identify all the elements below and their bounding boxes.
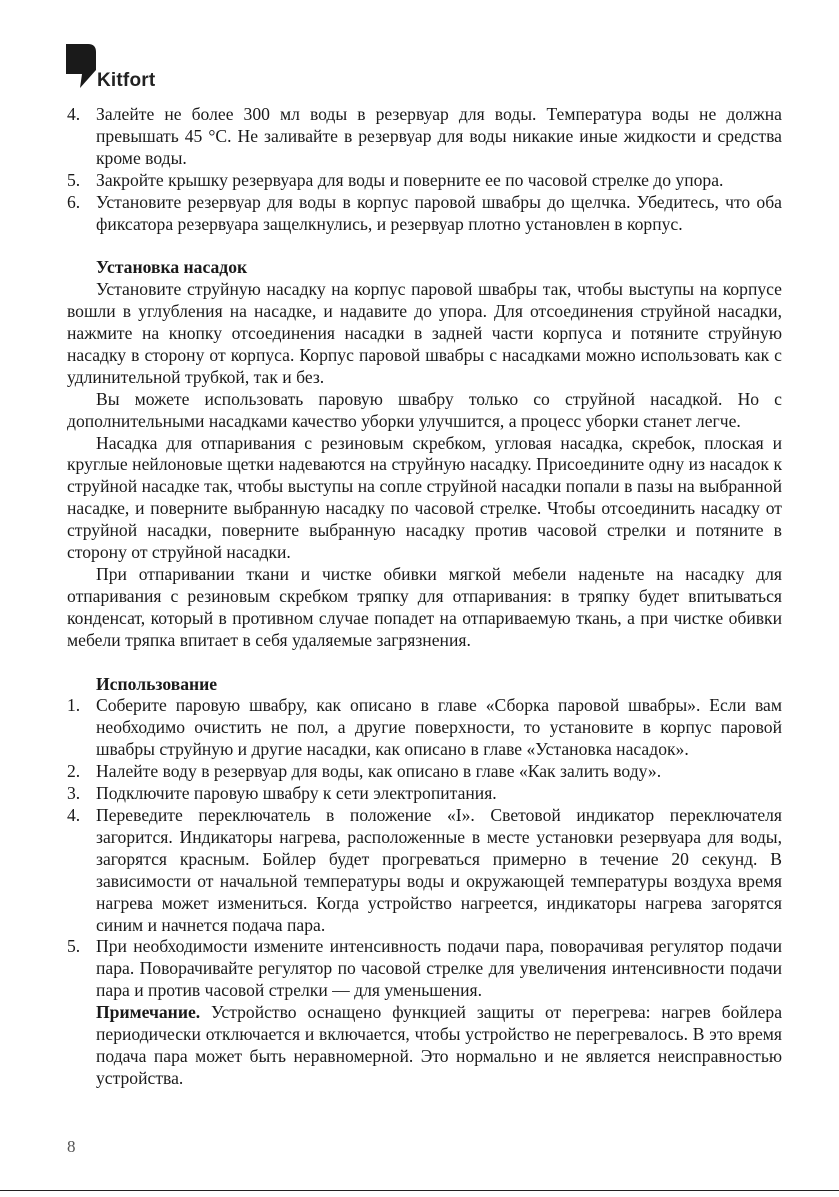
item-number: 4. [67,104,81,124]
section-heading-usage: Использование [96,673,218,694]
paragraph: Насадка для отпаривания с резиновым скребком, угловая насадка, скребок, плоская и круглые нейлоновые щетки надеваются на струйную насадку. Присоедините одну из насадок к струйной насадке так, чтобы выступы на сопле струйной насадки попали в пазы на выбранной насадке, и поверните выбранную насадку по часовой стрелке. Чтобы отсоединить насадку от струйной насадки, поверните выбранную насадку против часовой стрелки и потяните в сторону от струйной насадки. [67,432,782,563]
item-number: 2. [67,761,81,782]
list-item [67,104,782,170]
list-item [67,695,782,761]
item-number: 1. [67,695,81,716]
note-text: Устройство оснащено функцией защиты от перегрева: нагрев бойлера периодически отключается и включается, чтобы устройство не перегревалось. В это время подача пара может быть неравномерной. Это нормально и не является неисправностью устройства. [96,1002,782,1088]
note-label: Примечание. [96,1002,201,1023]
paragraph: Установите струйную насадку на корпус паровой швабры так, чтобы выступы на корпусе вошли в углубления на насадке, и надавите до упора. Для отсоединения струйной насадки, нажмите на кнопку отсоединения насадки в задней части корпуса и потяните струйную насадку в сторону от корпуса. Корпус паровой швабры с насадками можно использовать как с удлинительной трубкой, так и без. [67,279,782,387]
item-text: Переведите переключатель в положение «I». Световой индикатор переключателя загорится. Индикаторы нагрева, расположенные в месте установки резервуара для воды, загорятся красным. Бойлер будет прогреваться примерно в течение 20 секунд. В зависимости от начальной температуры воды и окружающей температуры воздуха время нагрева может измениться. Когда устройство нагреется, индикаторы нагрева загорятся синим и начнется подача пара. [96,804,782,935]
item-text: Соберите паровую швабру, как описано в главе «Сборка паровой швабры». Если вам необходимо очистить не пол, а другие поверхности, то установите в корпус паровой швабры струйную и другие насадки, как описано в главе «Установка насадок». [96,695,782,760]
item-text: Подключите паровую швабру к сети электропитания. [96,783,497,804]
list-item [67,936,782,1089]
item-number: 5. [67,936,81,957]
item-number: 5. [67,169,81,190]
item-text: При необходимости измените интенсивность подачи пара, поворачивая регулятор подачи пара. Поворачивайте регулятор по часовой стрелке для увеличения интенсивности подачи пара и против часовой стрелки — для уменьшения. [96,936,782,1001]
item-number: 4. [67,804,81,825]
item-text: Установите резервуар для воды в корпус паровой швабры до щелчка. Убедитесь, что оба фиксатора резервуара защелкнулись, и резервуар плотно установлен в корпус. [96,191,782,234]
note [96,1002,782,1090]
section-heading-attachments: Установка насадок [96,257,248,278]
list-item [67,761,782,783]
list-item [67,192,782,236]
kitfort-logo-icon [66,44,96,90]
item-number: 3. [67,783,81,804]
paragraph: При отпаривании ткани и чистке обивки мягкой мебели наденьте на насадку для отпаривания с резиновым скребком тряпку для отпаривания: в тряпку будет впитываться конденсат, который в противном случае попадет на отпариваемую ткань, а при чистке обивки мебели тряпка впитает в себя удаляемые загрязнения. [67,564,782,650]
bottom-divider [0,1190,839,1191]
item-text: Залейте не более 300 мл воды в резервуар для воды. Температура воды не должна превышать 45 °С. Не заливайте в резервуар для воды никакие иные жидкости и средства кроме воды. [96,104,782,168]
item-number: 6. [67,191,81,212]
list-item [67,170,782,192]
item-text: Налейте воду в резервуар для воды, как описано в главе «Как залить воду». [96,761,662,782]
usage-steps-list [67,695,782,1089]
list-item [67,805,782,936]
paragraph: Вы можете использовать паровую швабру только со струйной насадкой. Но с дополнительными насадками качество уборки улучшится, а процесс уборки станет легче. [67,388,782,431]
page-number: 8 [67,1137,76,1156]
brand-name: Kitfort [97,70,156,91]
page-content [67,104,782,1090]
list-item [67,783,782,805]
filling-steps-list [67,104,782,235]
item-text: Закройте крышку резервуара для воды и поверните ее по часовой стрелке до упора. [96,169,724,190]
